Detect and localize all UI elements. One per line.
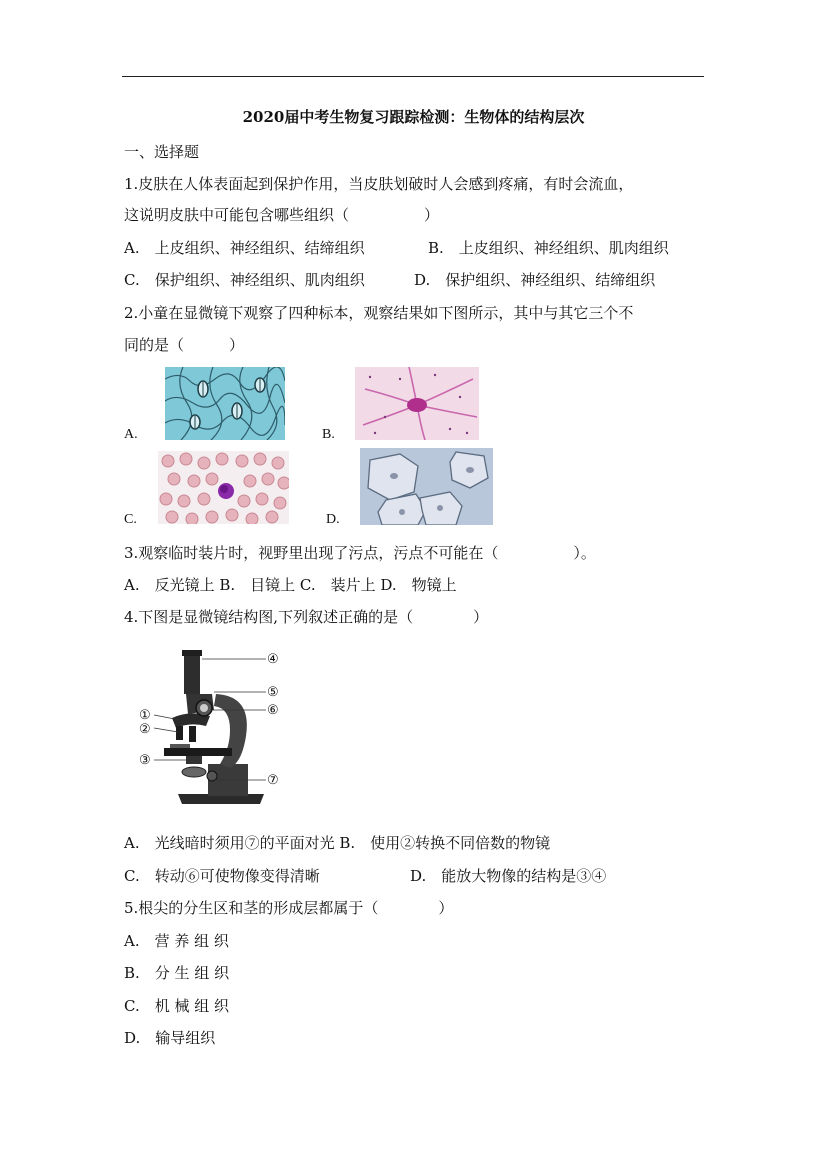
marker-4: ④ (267, 651, 279, 666)
q1-stem-line1: 1.皮肤在人体表面起到保护作用，当皮肤划破时人会感到疼痛，有时会流血， (124, 175, 634, 193)
q1-option-d: D. 保护组织、神经组织、结缔组织 (414, 271, 656, 289)
marker-3: ③ (139, 752, 151, 767)
q1-option-a: A. 上皮组织、神经组织、结缔组织 (124, 239, 365, 257)
neuron-micrograph (355, 367, 479, 440)
q5-option-d: D. 输导组织 (124, 1029, 216, 1047)
section-heading: 一、选择题 (124, 143, 200, 161)
q4-option-d: D. 能放大物像的结构是③④ (410, 867, 607, 885)
blood-smear-micrograph (158, 451, 289, 524)
q2-stem-line1: 2.小童在显微镜下观察了四种标本，观察结果如下图所示，其中与其它三个不 (124, 304, 634, 322)
q1-option-b: B. 上皮组织、神经组织、肌肉组织 (428, 239, 669, 257)
q1-stem-line2: 这说明皮肤中可能包含哪些组织（ ） (124, 206, 440, 224)
q5-stem: 5.根尖的分生区和茎的形成层都属于（ ） (124, 899, 454, 917)
q2-label-d: D. (326, 512, 340, 527)
q4-options-ab: A. 光线暗时须用⑦的平面对光 B. 使用②转换不同倍数的物镜 (124, 834, 551, 852)
page-title: 2020届中考生物复习跟踪检测：生物体的结构层次 (242, 108, 585, 126)
epithelial-cells-micrograph (360, 448, 493, 525)
q1-option-c: C. 保护组织、神经组织、肌肉组织 (124, 271, 365, 289)
marker-7: ⑦ (267, 772, 279, 787)
q3-stem: 3.观察临时装片时，视野里出现了污点，污点不可能在（ ）。 (124, 544, 596, 562)
marker-6: ⑥ (267, 702, 279, 717)
marker-5: ⑤ (267, 684, 279, 699)
q5-option-a: A. 营 养 组 织 (124, 932, 229, 950)
q3-options: A. 反光镜上 B. 目镜上 C. 装片上 D. 物镜上 (124, 576, 457, 594)
microscope-diagram (134, 644, 290, 808)
marker-1: ① (139, 707, 151, 722)
q2-label-c: C. (124, 512, 137, 527)
q5-option-b: B. 分 生 组 织 (124, 964, 230, 982)
header-rule (122, 76, 704, 77)
q2-label-b: B. (322, 427, 335, 442)
q4-stem: 4.下图是显微镜结构图,下列叙述正确的是（ ） (124, 608, 489, 626)
q2-stem-line2: 同的是（ ） (124, 336, 245, 354)
q5-option-c: C. 机 械 组 织 (124, 997, 230, 1015)
q2-label-a: A. (124, 427, 138, 442)
q4-option-c: C. 转动⑥可使物像变得清晰 (124, 867, 320, 885)
stomata-micrograph (165, 367, 285, 440)
marker-2: ② (139, 721, 151, 736)
